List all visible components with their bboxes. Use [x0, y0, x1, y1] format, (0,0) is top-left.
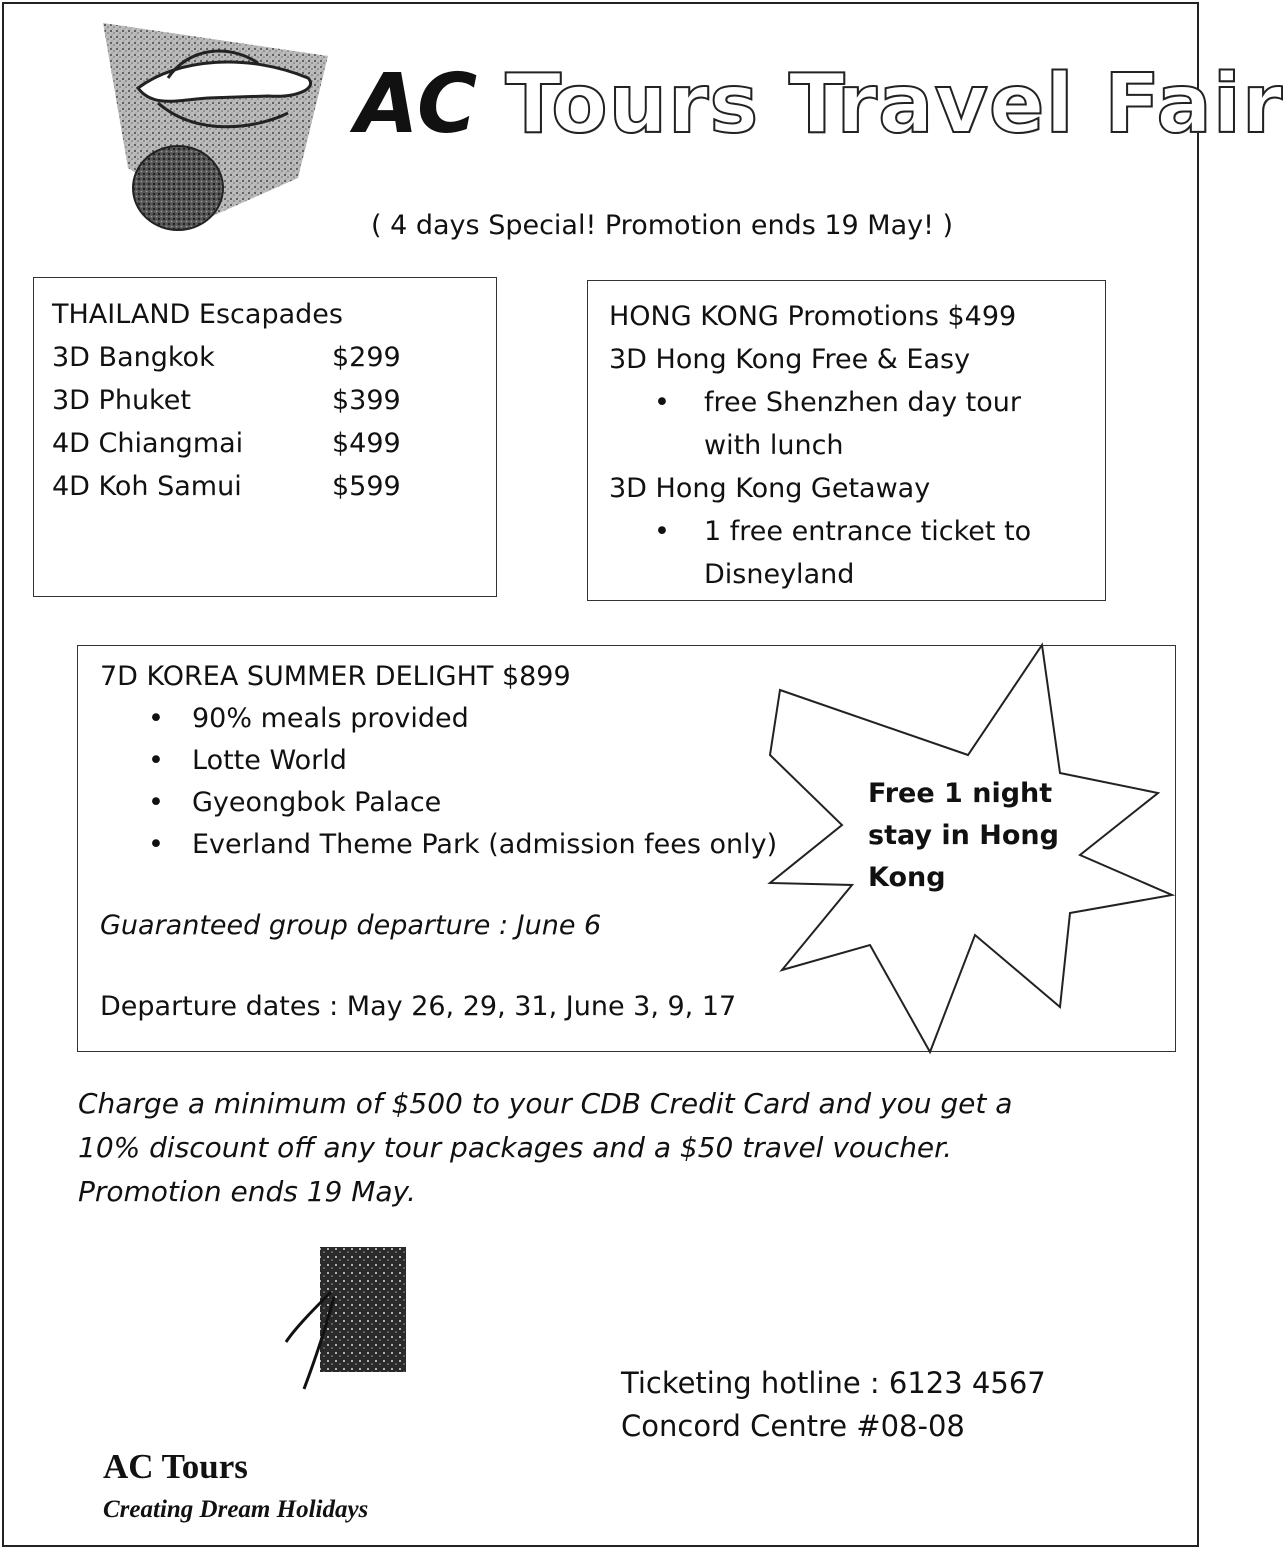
ticketing-hotline: Ticketing hotline : 6123 4567 — [621, 1366, 1046, 1400]
thailand-heading: THAILAND Escapades — [52, 299, 343, 330]
hongkong-box — [587, 280, 1106, 601]
hongkong-heading: HONG KONG Promotions $499 — [609, 301, 1017, 332]
price: $499 — [332, 428, 401, 459]
hongkong-package-1: 3D Hong Kong Free & Easy — [609, 344, 971, 375]
starburst-text: Free 1 night stay in Hong Kong — [868, 778, 1059, 893]
korea-heading: 7D KOREA SUMMER DELIGHT $899 — [100, 661, 571, 692]
promo-subtitle: ( 4 days Special! Promotion ends 19 May! ) — [371, 210, 954, 241]
brand-name: AC Tours — [103, 1447, 248, 1486]
list-item: • Lotte World — [100, 740, 1175, 782]
list-item: • Gyeongbok Palace — [100, 782, 1175, 824]
list-item: • Everland Theme Park (admission fees only) — [100, 824, 1175, 866]
destination: 4D Chiangmai — [52, 428, 244, 459]
page-title — [355, 57, 1283, 152]
list-item — [52, 422, 496, 465]
departure-dates: Departure dates : May 26, 29, 31, June 3, 9, 17 — [100, 991, 737, 1022]
hongkong-package-1-bullet: • free Shenzhen day tour with lunch — [609, 381, 1084, 467]
list-item — [52, 379, 496, 422]
starry-swoosh-logo-icon — [286, 1247, 406, 1392]
destination: 4D Koh Samui — [52, 471, 242, 502]
price: $599 — [332, 471, 401, 502]
thailand-box — [33, 277, 497, 597]
destination: 3D Phuket — [52, 385, 191, 416]
guaranteed-departure: Guaranteed group departure : June 6 — [100, 910, 602, 941]
list-item — [52, 336, 496, 379]
contact-info — [621, 1362, 1046, 1448]
title-rest: Tours Travel Fair — [505, 57, 1283, 152]
address: Concord Centre #08-08 — [621, 1409, 965, 1443]
list-item — [52, 465, 496, 508]
title-ac: AC — [355, 57, 479, 152]
airplane-globe-logo-icon — [98, 18, 336, 238]
destination: 3D Bangkok — [52, 342, 215, 373]
hongkong-package-2: 3D Hong Kong Getaway — [609, 473, 931, 504]
price: $299 — [332, 342, 401, 373]
list-item: • 90% meals provided — [100, 698, 1175, 740]
hongkong-package-2-bullet: • 1 free entrance ticket to Disneyland — [609, 510, 1084, 596]
price: $399 — [332, 385, 401, 416]
brand-tagline: Creating Dream Holidays — [103, 1496, 369, 1523]
credit-card-promo: Charge a minimum of $500 to your CDB Credit Card and you get a 10% discount off any tour packages and a $50 travel voucher. Promotion ends 19 May. — [78, 1087, 1013, 1208]
